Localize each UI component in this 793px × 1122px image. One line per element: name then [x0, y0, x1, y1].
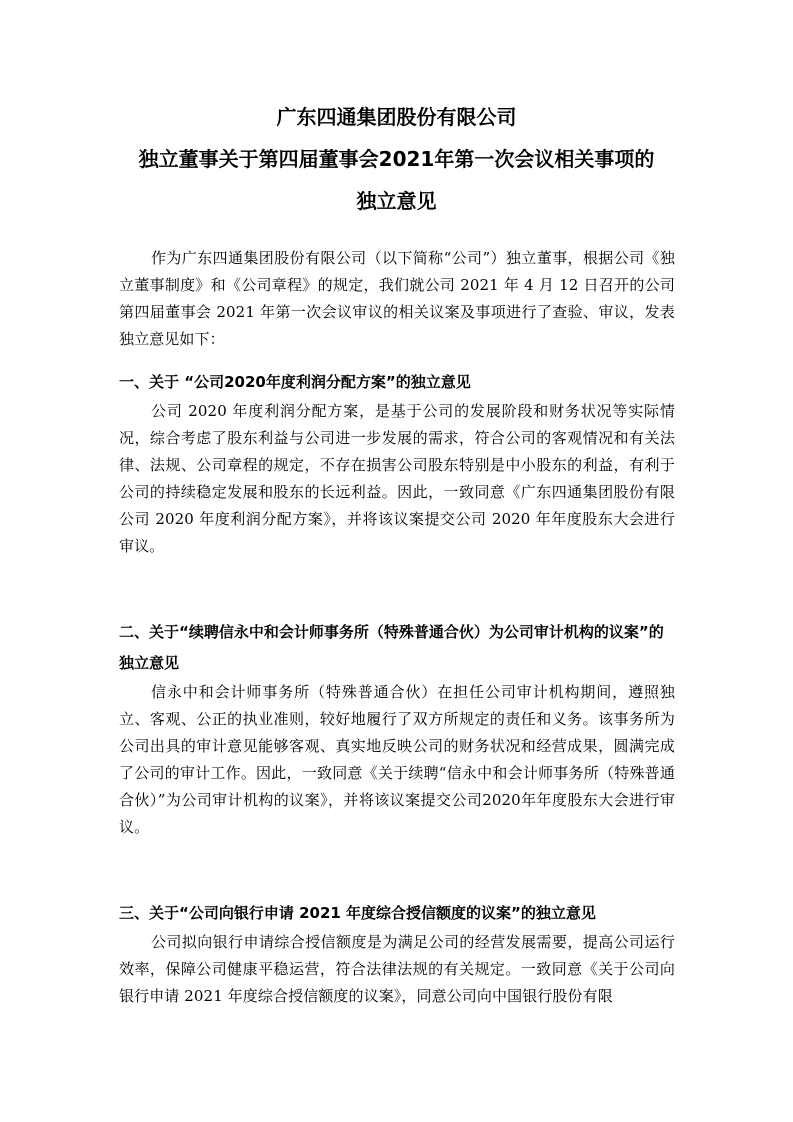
section-1-heading: 一、关于 “公司2020年度利润分配方案”的独立意见 — [119, 373, 471, 391]
section-2-paragraph: 信永中和会计师事务所（特殊普通合伙）在担任公司审计机构期间，遵照独立、客观、公正的执业准则，较好地履行了双方所规定的责任和义务。该事务所为公司出具的审计意见能够客观、真实地反映公司的财务状况和经营成果，圆满完成了公司的审计工作。因此，一致同意《关于续聘“信永中和会计师事务所（特殊普通合伙）”为公司审计机构的议案》，并将该议案提交公司2020年年度股东大会进行审议。 — [119, 683, 675, 836]
document-title-company: 广东四通集团股份有限公司 — [276, 105, 517, 129]
section-3-paragraph: 公司拟向银行申请综合授信额度是为满足公司的经营发展需要，提高公司运行效率，保障公司健康平稳运营，符合法律法规的有关规定。一致同意《关于公司向银行申请 2021 年度综合授信额度的议案》，同意公司向中国银行股份有限 — [119, 933, 675, 1005]
section-1-paragraph: 公司 2020 年度利润分配方案，是基于公司的发展阶段和财务状况等实际情况，综合考虑了股东利益与公司进一步发展的需求，符合公司的客观情况和有关法律、法规、公司章程的规定，不存在损害公司股东特别是中小股东的利益，有利于公司的持续稳定发展和股东的长远利益。因此，一致同意《广东四通集团股份有限公司 2020 年度利润分配方案》，并将该议案提交公司 2020 年年度股东大会进行审议。 — [119, 402, 675, 555]
document-title-subject: 独立董事关于第四届董事会2021年第一次会议相关事项的 — [138, 147, 655, 171]
section-2-body-block — [119, 679, 675, 841]
section-3-body-block — [119, 929, 675, 1010]
section-1-body-block — [119, 398, 675, 560]
section-2-heading: 二、关于“续聘信永中和会计师事务所（特殊普通合伙）为公司审计机构的议案”的独立意见 — [119, 623, 664, 672]
section-3-heading: 三、关于“公司向银行申请 2021 年度综合授信额度的议案”的独立意见 — [119, 904, 596, 922]
document-title-opinion: 独立意见 — [356, 189, 437, 213]
intro-paragraph-block — [119, 245, 675, 353]
intro-paragraph: 作为广东四通集团股份有限公司（以下简称“公司”）独立董事，根据公司《独立董事制度》和《公司章程》的规定，我们就公司 2021 年 4 月 12 日召开的公司第四届董事会 2021 年第一次会议审议的相关议案及事项进行了查验、审议，发表独立意见如下： — [119, 249, 675, 348]
